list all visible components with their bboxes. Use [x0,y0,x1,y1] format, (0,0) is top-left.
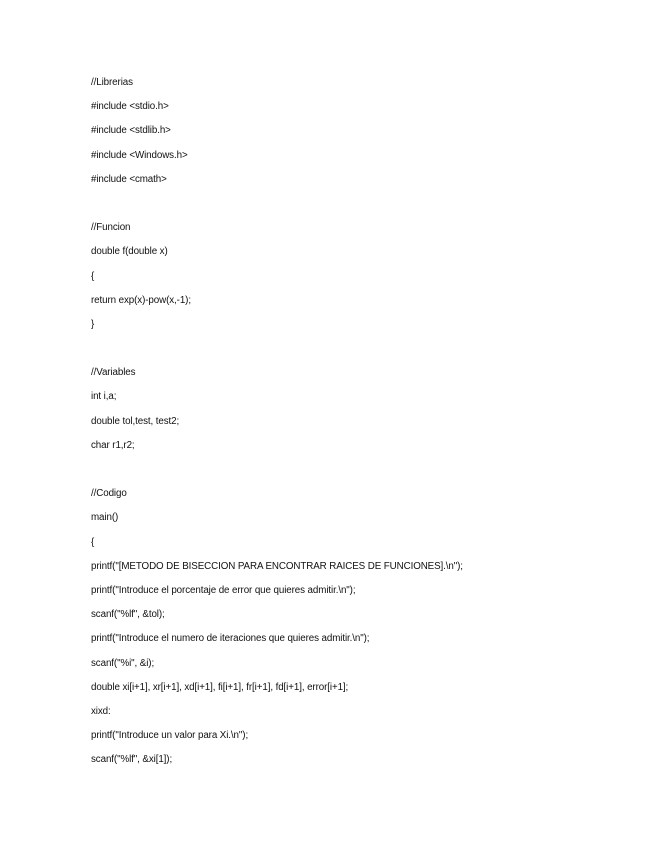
code-line: { [91,270,95,282]
code-line: scanf("%lf", &tol); [91,609,165,621]
code-line: #include <stdio.h> [91,101,169,113]
code-line: #include <stdlib.h> [91,125,171,137]
code-line: printf("Introduce el numero de iteraciones que quieres admitir.\n"); [91,633,370,645]
code-line: char r1,r2; [91,439,135,451]
code-line: double xi[i+1], xr[i+1], xd[i+1], fi[i+1], fr[i+1], fd[i+1], error[i+1]; [91,681,349,693]
blank-line [91,195,463,219]
code-line: printf("[METODO DE BISECCION PARA ENCONTRAR RAICES DE FUNCIONES].\n"); [91,560,463,572]
code-listing [91,74,463,775]
code-line: int i,a; [91,391,117,403]
code-line: printf("Introduce un valor para Xi.\n"); [91,730,249,742]
code-line: printf("Introduce el porcentaje de error que quieres admitir.\n"); [91,584,356,596]
code-line: //Variables [91,367,136,379]
code-line: #include <cmath> [91,173,167,185]
code-line: //Librerias [91,77,133,88]
code-line: scanf("%i", &i); [91,657,155,669]
code-line: scanf("%lf", &xi[1]); [91,754,173,766]
code-line: xixd: [91,705,111,717]
code-line: double f(double x) [91,246,168,258]
blank-line [91,340,463,364]
blank-line [91,461,463,485]
code-line: return exp(x)-pow(x,-1); [91,294,191,306]
code-line: //Codigo [91,488,127,500]
code-line: { [91,536,95,548]
code-line: #include <Windows.h> [91,149,188,161]
code-line: //Funcion [91,222,131,234]
code-line: } [91,318,95,330]
code-line: main() [91,512,119,524]
code-line: double tol,test, test2; [91,415,180,427]
